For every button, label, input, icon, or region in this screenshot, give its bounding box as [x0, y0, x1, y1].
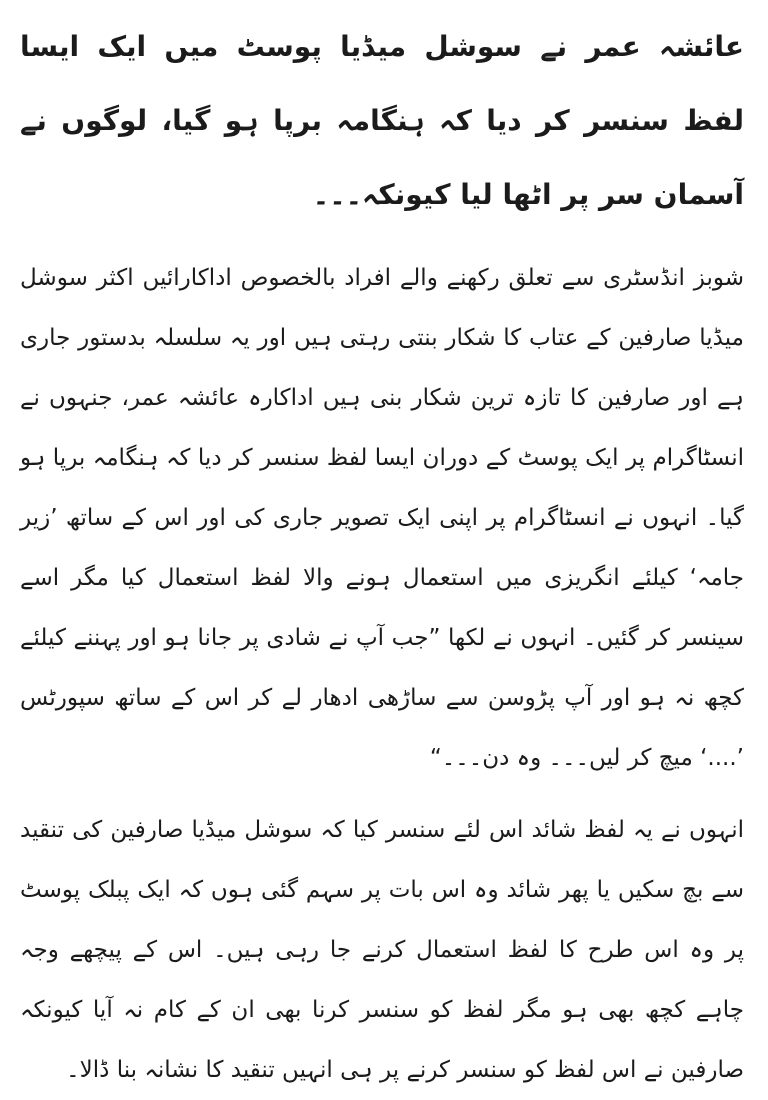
article-paragraph-1: شوبز انڈسٹری سے تعلق رکھنے والے افراد بالخصوص اداکارائیں اکثر سوشل میڈیا صارفین کے عتاب کا شکار بنتی رہتی ہیں اور یہ سلسلہ بدستور جاری ہے اور صارفین کا تازہ ترین شکار بنی ہیں اداکارہ عائشہ عمر، جنہوں نے انسٹاگرام پر ایک پوسٹ کے دوران ایسا لفظ سنسر کر دیا کہ ہنگامہ برپا ہو گیا۔ انہوں نے انسٹاگرام پر اپنی ایک تصویر جاری کی اور اس کے ساتھ ’زیر جامہ‘ کیلئے انگریزی میں استعمال ہونے والا لفظ استعمال کیا مگر اسے سینسر کر گئیں۔ انہوں نے لکھا ”جب آپ نے شادی پر جانا ہو اور پہننے کیلئے کچھ نہ ہو اور آپ پڑوسن سے ساڑھی ادھار لے کر اس کے ساتھ سپورٹس ’....‘ میچ کر لیں۔۔۔ وہ دن۔۔۔“: [20, 265, 744, 771]
article-paragraph-2: انہوں نے یہ لفظ شائد اس لئے سنسر کیا کہ سوشل میڈیا صارفین کی تنقید سے بچ سکیں یا پھر شائد وہ اس بات پر سہم گئی ہوں کہ ایک پبلک پوسٹ پر وہ اس طرح کا لفظ استعمال کرنے جا رہی ہیں۔ اس کے پیچھے وجہ چاہے کچھ بھی ہو مگر لفظ کو سنسر کرنا بھی ان کے کام نہ آیا کیونکہ صارفین نے اس لفظ کو سنسر کرنے پر ہی انہیں تنقید کا نشانہ بنا ڈالا۔: [20, 817, 744, 1083]
article-headline: عائشہ عمر نے سوشل میڈیا پوسٹ میں ایک ایسا لفظ سنسر کر دیا کہ ہنگامہ برپا ہو گیا، لوگوں نے آسمان سر پر اٹھا لیا کیونکہ۔۔۔: [20, 30, 744, 211]
